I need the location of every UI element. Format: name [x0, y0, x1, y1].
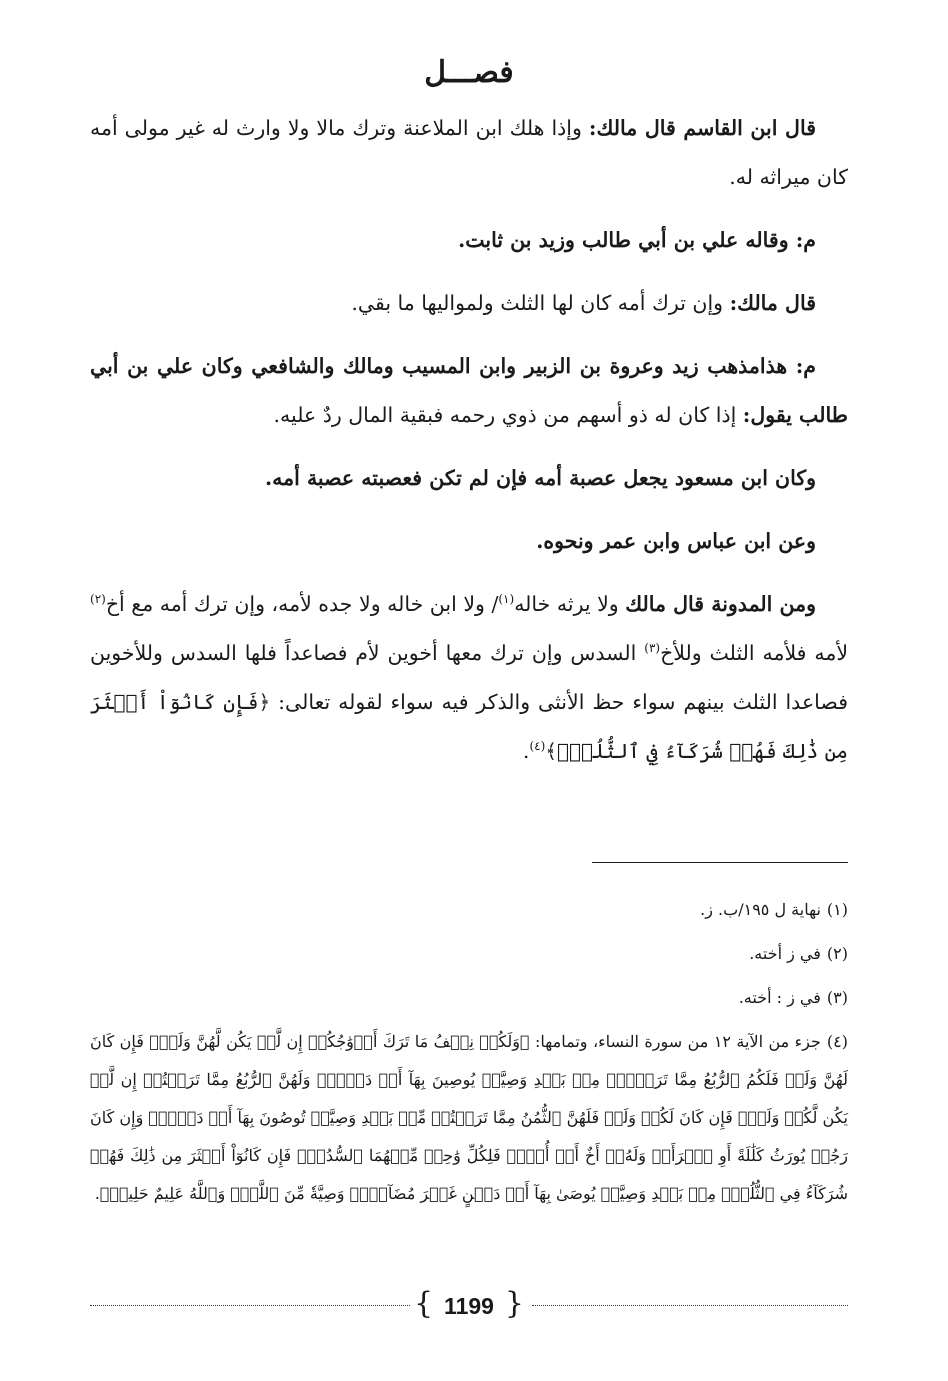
footnote-3-number: (٣)	[826, 988, 848, 1007]
paragraph-2-text: م: وقاله علي بن أبي طالب وزيد بن ثابت.	[458, 228, 816, 252]
footnote-2	[90, 935, 848, 973]
footnote-4-number: (٤)	[826, 1032, 848, 1051]
paragraph-6-text: وعن ابن عباس وابن عمر ونحوه.	[536, 529, 816, 553]
paragraph-4	[90, 342, 848, 440]
footnotes	[90, 891, 848, 1219]
footnote-ref-1[interactable]: (١)	[498, 592, 515, 607]
footnote-2-text: في ز أخته.	[749, 944, 821, 963]
footnote-ref-2[interactable]: (٢)	[90, 592, 106, 607]
footer-rule-right	[532, 1305, 848, 1306]
page-number	[412, 1288, 526, 1324]
paragraph-2	[90, 216, 848, 265]
paragraph-7-lead: ومن المدونة قال مالك	[625, 592, 816, 616]
paragraph-1-text: وإذا هلك ابن الملاعنة وترك مالا ولا وارث له غير مولى أمه كان ميراثه له.	[90, 116, 848, 189]
right-brace-icon: }	[504, 1286, 524, 1321]
left-brace-icon: {	[414, 1286, 434, 1321]
footnote-1	[90, 891, 848, 929]
footnote-4-text: جزء من الآية ١٢ من سورة النساء، وتمامها: ﴿وَلَكُمۡ نِصۡفُ مَا تَرَكَ أَزۡوَٰجُكُمۡ إِن لَّمۡ يَكُن لَّهُنَّ وَلَدٞۚ فَإِن كَانَ لَهُنَّ وَلَدٞ فَلَكُمُ ٱلرُّبُعُ مِمَّا تَرَكۡنَۚ مِنۢ بَعۡدِ وَصِيَّةٖ يُوصِينَ بِهَآ أَوۡ دَيۡنٖۚ وَلَهُنَّ ٱلرُّبُعُ مِمَّا تَرَكۡتُمۡ إِن لَّمۡ يَكُن لَّكُمۡ وَلَدٞۚ فَإِن كَانَ لَكُمۡ وَلَدٞ فَلَهُنَّ ٱلثُّمُنُ مِمَّا تَرَكۡتُمۚ مِّنۢ بَعۡدِ وَصِيَّةٖ تُوصُونَ بِهَآ أَوۡ دَيۡنٖۗ وَإِن كَانَ رَجُلٞ يُورَثُ كَلَٰلَةً أَوِ ٱمۡرَأَةٞ وَلَهُۥٓ أَخٌ أَوۡ أُخۡتٞ فَلِكُلِّ وَٰحِدٖ مِّنۡهُمَا ٱلسُّدُسُۚ فَإِن كَانُوٓاْ أَكۡثَرَ مِن ذَٰلِكَ فَهُمۡ شُرَكَآءُ فِي ٱلثُّلُثِۚ مِنۢ بَعۡدِ وَصِيَّةٖ يُوصَىٰ بِهَآ أَوۡ دَيۡنٍ غَيۡرَ مُضَآرّٖۚ وَصِيَّةٗ مِّنَ ٱللَّهِۗ وَٱللَّهُ عَلِيمٌ حَلِيمٞ﴾.	[90, 1032, 848, 1203]
quran-verse: ﴿فَإِن كَانُوٓاْ أَكۡثَرَ مِن ذَٰلِكَ فَهُمۡ شُرَكَآءُ فِي ٱلثُّلُثِۚ﴾	[90, 690, 848, 763]
paragraph-7-end: .	[522, 739, 530, 763]
paragraph-7-text-d: السدس وإن ترك معها أخوين لأم فصاعداً فلها السدس وللأخوين فصاعدا الثلث بينهم سواء حظ الأنثى والذكر فيه سواء لقوله تعالى:	[90, 641, 848, 714]
paragraph-5	[90, 454, 848, 503]
paragraph-7-text-a: ولا يرثه خاله	[514, 592, 626, 616]
paragraph-7-text-b: / ولا ابن خاله ولا جده لأمه، وإن ترك أمه مع أخ	[105, 592, 499, 616]
main-text	[90, 104, 848, 776]
footnote-separator	[592, 862, 848, 863]
section-heading	[90, 55, 848, 90]
footnote-3	[90, 979, 848, 1017]
page-content	[90, 55, 849, 1203]
footnote-1-number: (١)	[826, 900, 848, 919]
page-footer	[90, 1288, 848, 1324]
paragraph-4-lead: م: هذامذهب زيد وعروة بن الزبير وابن المسيب ومالك والشافعي وكان علي بن أبي طالب يقول:	[90, 354, 848, 427]
page-number-text: 1199	[444, 1293, 494, 1319]
footnote-4	[90, 1023, 848, 1213]
paragraph-7	[90, 580, 848, 776]
paragraph-1-lead: قال ابن القاسم قال مالك:	[588, 116, 816, 140]
paragraph-3-text: وإن ترك أمه كان لها الثلث ولمواليها ما بقي.	[351, 291, 730, 315]
paragraph-5-text: وكان ابن مسعود يجعل عصبة أمه فإن لم تكن فعصبته عصبة أمه.	[265, 466, 816, 490]
footnote-ref-3[interactable]: (٣)	[644, 641, 661, 656]
section-heading-text: فصـــل	[424, 55, 514, 90]
paragraph-6	[90, 517, 848, 566]
paragraph-3-lead: قال مالك:	[729, 291, 816, 315]
paragraph-3	[90, 279, 848, 328]
paragraph-7-text-c: لأمه فلأمه الثلث وللأخ	[660, 641, 849, 665]
paragraph-1	[90, 104, 848, 202]
footnote-3-text: في ز : أخته.	[738, 988, 821, 1007]
footnote-2-number: (٢)	[826, 944, 848, 963]
footnote-1-text: نهاية ل ١٩٥/ب. ز.	[700, 900, 821, 919]
footnote-ref-4[interactable]: (٤)	[529, 739, 546, 754]
footer-rule-left	[90, 1305, 410, 1306]
paragraph-4-text: إذا كان له ذو أسهم من ذوي رحمه فبقية المال ردٌ عليه.	[273, 403, 743, 427]
